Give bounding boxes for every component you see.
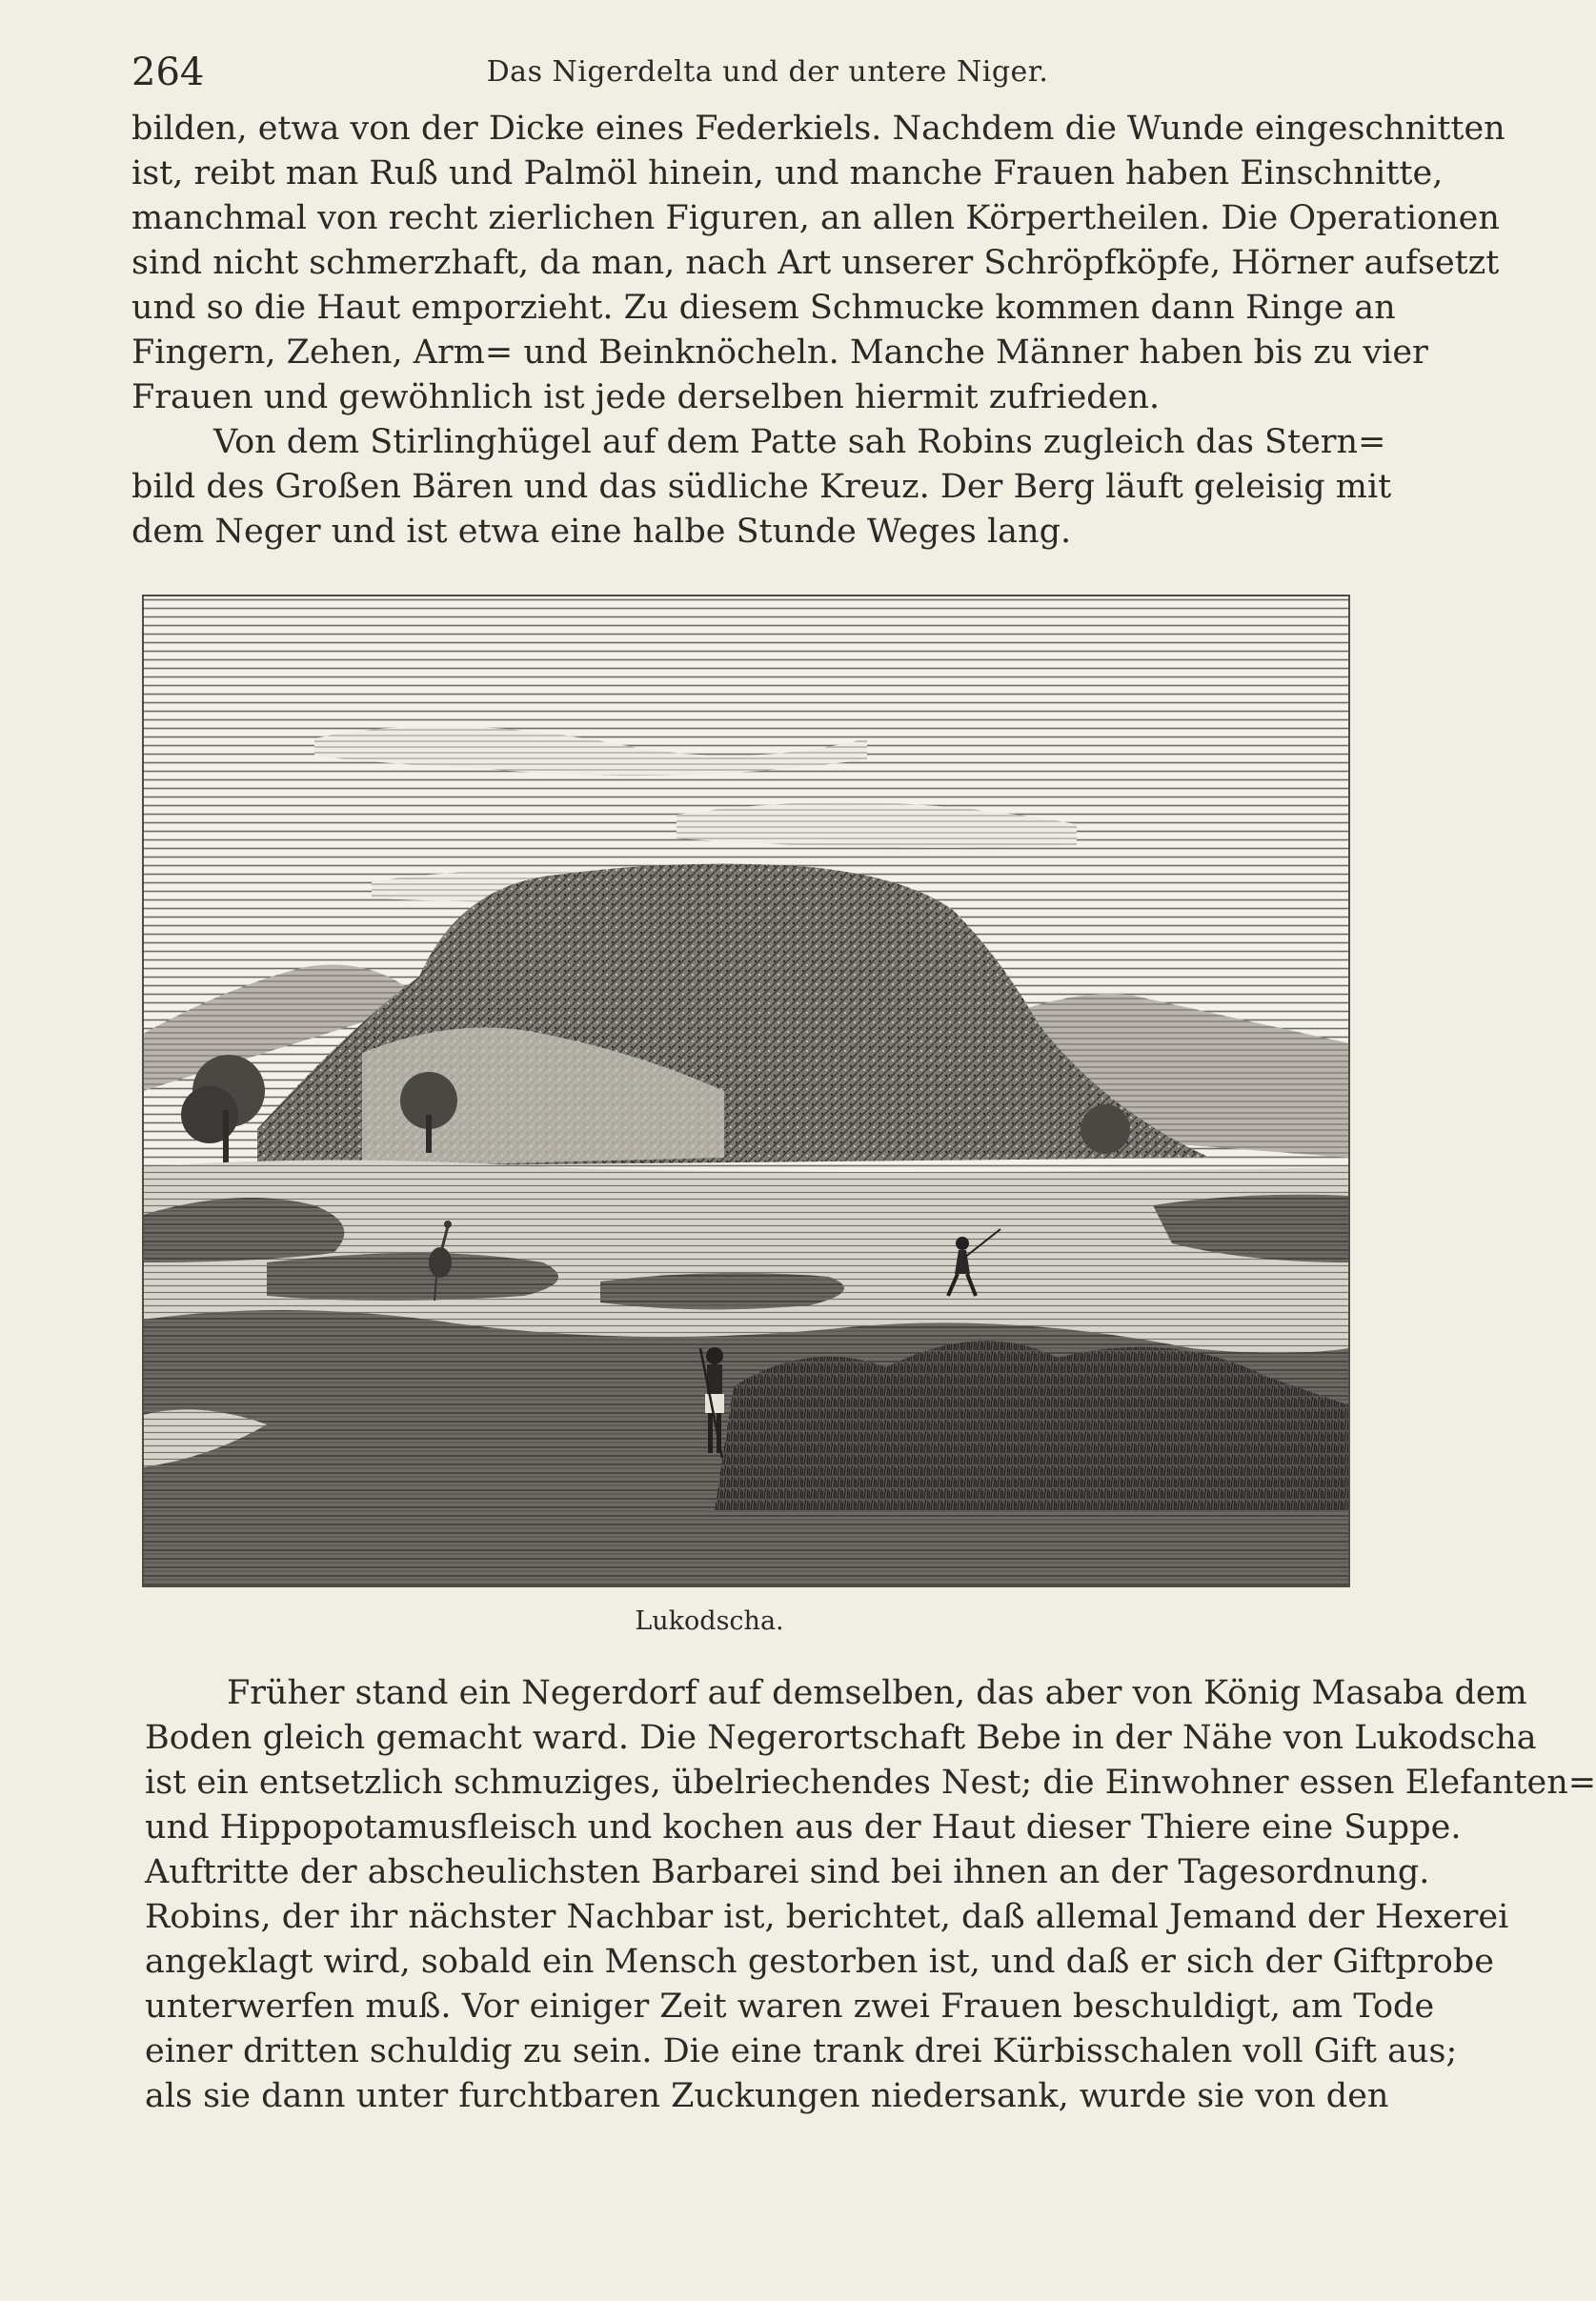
running-title: Das Nigerdelta und der untere Niger.	[486, 55, 1049, 89]
page-header	[131, 50, 1265, 102]
text-line: dem Neger und ist etwa eine halbe Stunde Weges lang.	[131, 513, 1072, 551]
text-line: ist ein entsetzlich schmuziges, übelriechendes Nest; die Einwohner essen Elefanten=	[145, 1764, 1596, 1802]
text-line: bilden, etwa von der Dicke eines Federkiels. Nachdem die Wunde eingeschnitten	[131, 110, 1505, 148]
text-line: und Hippopotamusfleisch und kochen aus der Haut dieser Thiere eine Suppe.	[145, 1808, 1462, 1847]
text-line: angeklagt wird, sobald ein Mensch gestorben ist, und daß er sich der Giftprobe	[145, 1943, 1494, 1981]
text-line: unterwerfen muß. Vor einiger Zeit waren zwei Frauen beschuldigt, am Tode	[145, 1988, 1435, 2026]
landscape-engraving	[143, 595, 1349, 1586]
text-line: Robins, der ihr nächster Nachbar ist, berichtet, daß allemal Jemand der Hexerei	[145, 1898, 1509, 1936]
text-line: einer dritten schuldig zu sein. Die eine trank drei Kürbisschalen voll Gift aus;	[145, 2032, 1458, 2070]
text-line: Fingern, Zehen, Arm= und Beinknöcheln. Manche Männer haben bis zu vier	[131, 333, 1428, 372]
engraving-svg	[143, 595, 1349, 1586]
page-number: 264	[131, 50, 205, 94]
text-line: sind nicht schmerzhaft, da man, nach Art unserer Schröpfköpfe, Hörner aufsetzt	[131, 244, 1500, 282]
text-line: manchmal von recht zierlichen Figuren, an allen Körpertheilen. Die Operationen	[131, 199, 1500, 237]
paragraph-block-top	[131, 107, 1505, 555]
text-line: Boden gleich gemacht ward. Die Negerortschaft Bebe in der Nähe von Lukodscha	[145, 1719, 1537, 1757]
text-line: als sie dann unter furchtbaren Zuckungen niedersank, wurde sie von den	[145, 2077, 1389, 2115]
figure-caption: Lukodscha.	[635, 1606, 784, 1636]
text-line: und so die Haut emporzieht. Zu diesem Schmucke kommen dann Ringe an	[131, 289, 1396, 327]
text-line: bild des Großen Bären und das südliche Kreuz. Der Berg läuft geleisig mit	[131, 468, 1392, 506]
text-line: Von dem Stirlinghügel auf dem Patte sah Robins zugleich das Stern=	[213, 423, 1386, 461]
text-line: Früher stand ein Negerdorf auf demselben, das aber von König Masaba dem	[227, 1674, 1527, 1712]
text-line: Auftritte der abscheulichsten Barbarei sind bei ihnen an der Tagesordnung.	[145, 1853, 1430, 1891]
text-line: Frauen und gewöhnlich ist jede derselben hiermit zufrieden.	[131, 378, 1161, 416]
text-line: ist, reibt man Ruß und Palmöl hinein, und manche Frauen haben Einschnitte,	[131, 154, 1444, 192]
paragraph-block-bottom	[145, 1671, 1596, 2119]
